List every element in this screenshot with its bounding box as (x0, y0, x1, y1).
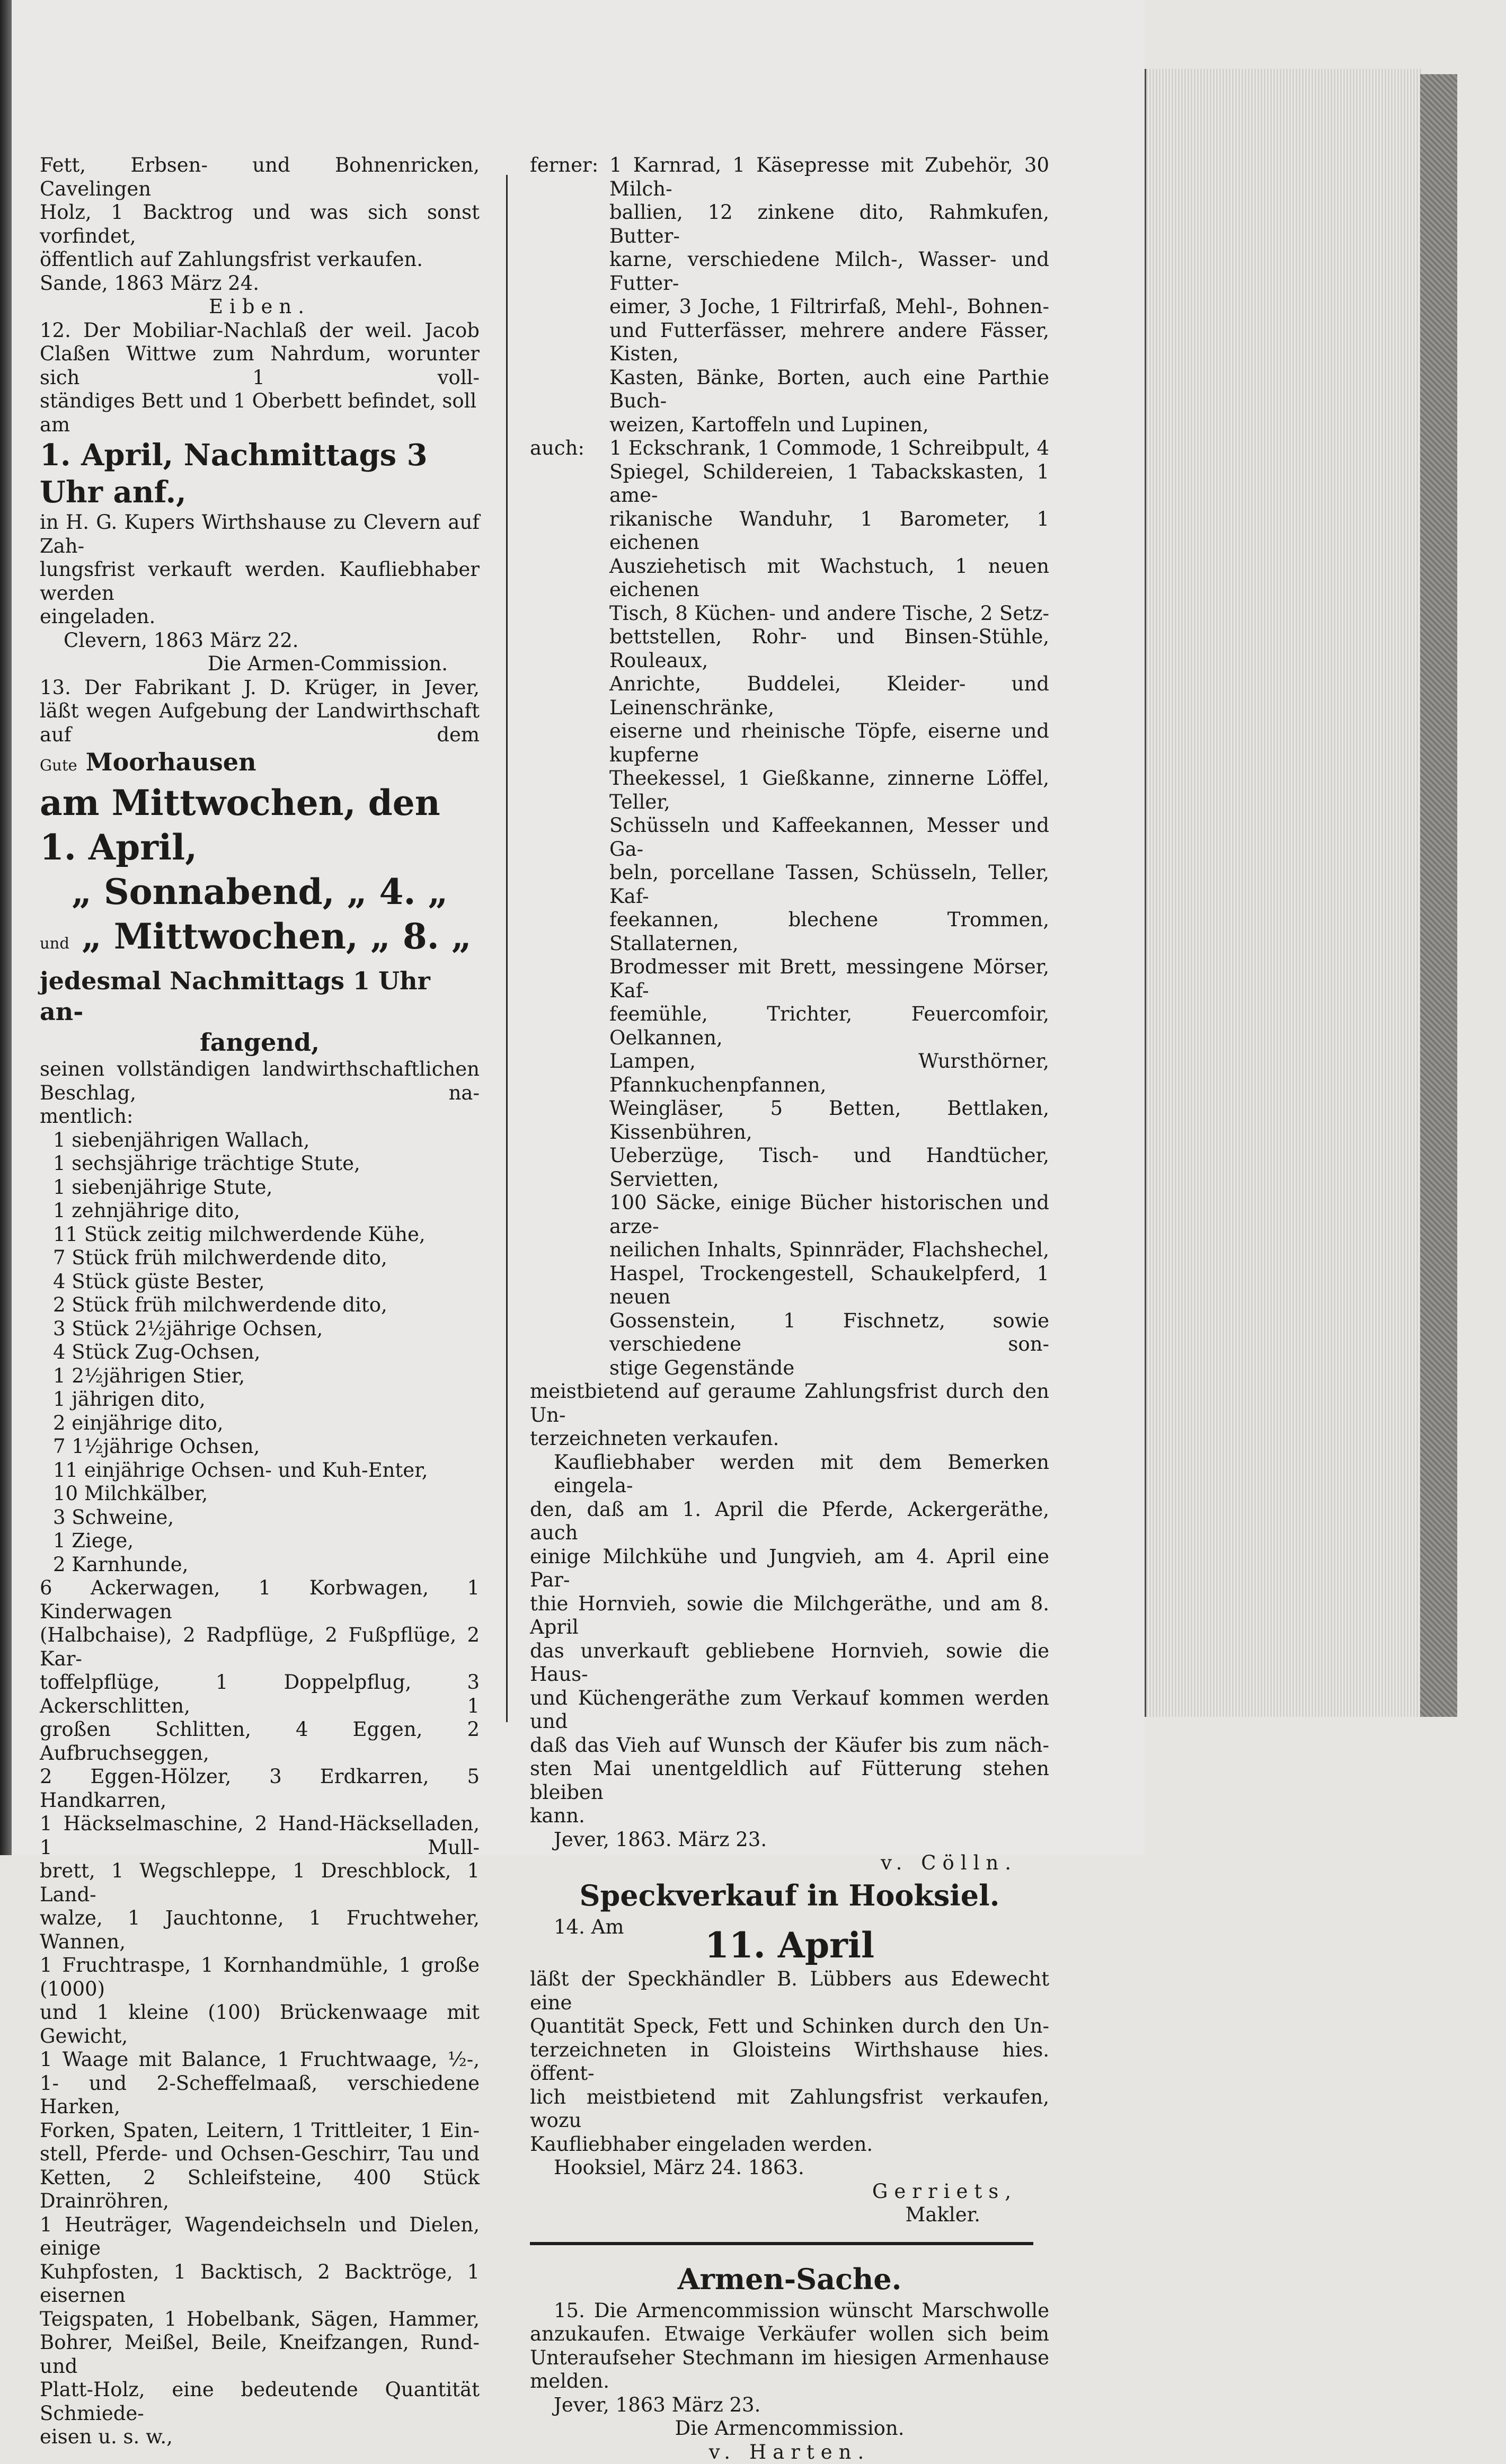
text-line: eisen u. s. w., (40, 2425, 480, 2449)
armen-sache-heading: Armen-Sache. (530, 2259, 1049, 2299)
sande-date: Sande, 1863 März 24. (40, 272, 480, 296)
text-line: 1 Karnrad, 1 Käsepresse mit Zubehör, 30 Milch- (609, 154, 1049, 201)
sale-date-3: „ Mittwochen, „ 8. „ (82, 916, 472, 957)
text-line: 1 Waage mit Balance, 1 Fruchtwaage, ½-, (40, 2048, 480, 2072)
list-item: 1 Ziege, (53, 1529, 480, 1553)
text-line: terzeichneten in Gloisteins Wirthshause hies. öffent- (530, 2038, 1049, 2086)
text-line: 100 Säcke, einige Bücher historischen und arze- (609, 1191, 1049, 1238)
text-line: (Halbchaise), 2 Radpflüge, 2 Fußpflüge, 2 Kar- (40, 1624, 480, 1671)
ferner-block (530, 154, 1049, 437)
livestock-list (40, 1129, 480, 1577)
text-line: karne, verschiedene Milch-, Wasser- und Futter- (609, 248, 1049, 295)
kaufliebhaber-block (530, 1451, 1049, 1828)
makler-label: Makler. (530, 2203, 1049, 2227)
gute-prefix: Gute (40, 756, 77, 774)
notice-12-heading: 1. April, Nachmittags 3 Uhr anf., (40, 437, 480, 511)
list-item: 11 Stück zeitig milchwerdende Kühe, (53, 1223, 480, 1247)
text-line: 6 Ackerwagen, 1 Korbwagen, 1 Kinderwagen (40, 1576, 480, 1624)
column-divider (506, 175, 508, 1722)
meistbietend-block (530, 1380, 1049, 1451)
text-line: weizen, Kartoffeln und Lupinen, (609, 413, 1049, 437)
text-line: den, daß am 1. April die Pferde, Ackergeräthe, auch (530, 1498, 1049, 1545)
text-line: eiserne und rheinische Töpfe, eiserne und kupferne (609, 720, 1049, 767)
jever-date-2: Jever, 1863 März 23. (530, 2394, 1049, 2417)
text-line: Teigspaten, 1 Hobelbank, Sägen, Hammer, (40, 2308, 480, 2332)
eiben-signature: Eiben. (40, 295, 480, 319)
sale-date-line-1: am Mittwochen, den 1. April, (40, 781, 480, 870)
text-line: 1- und 2-Scheffelmaaß, verschiedene Harken, (40, 2072, 480, 2119)
list-item: 7 Stück früh milchwerdende dito, (53, 1246, 480, 1270)
text-line: beln, porcellane Tassen, Schüsseln, Teller, Kaf- (609, 861, 1049, 908)
text-line: Tisch, 8 Küchen- und andere Tische, 2 Setz- (609, 602, 1049, 626)
notice-14-date: 11. April (530, 1923, 1049, 1967)
text-line: melden. (530, 2370, 1049, 2394)
ferner-body (609, 154, 1049, 437)
text-line: Ueberzüge, Tisch- und Handtücher, Servietten, (609, 1144, 1049, 1191)
gute-line (40, 747, 480, 781)
list-item: 1 sechsjährige trächtige Stute, (53, 1152, 480, 1176)
jever-date-1: Jever, 1863. März 23. (530, 1828, 1049, 1852)
harten-signature: v. Harten. (530, 2441, 1049, 2464)
text-line: rikanische Wanduhr, 1 Barometer, 1 eichenen (609, 508, 1049, 555)
left-column (40, 154, 480, 2449)
text-line: meistbietend auf geraume Zahlungsfrist durch den Un- (530, 1380, 1049, 1427)
text-line: walze, 1 Jauchtonne, 1 Fruchtweher, Wannen, (40, 1907, 480, 1954)
text-line: Unteraufseher Stechmann im hiesigen Armenhause (530, 2346, 1049, 2370)
text-line: lich meistbietend mit Zahlungsfrist verkaufen, wozu (530, 2086, 1049, 2133)
text-line: eimer, 3 Joche, 1 Filtrirfaß, Mehl-, Bohnen- (609, 295, 1049, 319)
list-item: 2 einjährige dito, (53, 1412, 480, 1435)
gute-name: Moorhausen (86, 748, 256, 776)
list-item: 3 Stück 2½jährige Ochsen, (53, 1317, 480, 1341)
list-item: 4 Stück Zug-Ochsen, (53, 1341, 480, 1364)
list-item: 11 einjährige Ochsen- und Kuh-Enter, (53, 1459, 480, 1483)
text-line: großen Schlitten, 4 Eggen, 2 Aufbruchseggen, (40, 1718, 480, 1765)
list-item: 1 siebenjährigen Wallach, (53, 1129, 480, 1153)
text-line: feemühle, Trichter, Feuercomfoir, Oelkannen, (609, 1003, 1049, 1050)
list-item: 1 zehnjährige dito, (53, 1199, 480, 1223)
text-line: 2 Eggen-Hölzer, 3 Erdkarren, 5 Handkarren, (40, 1765, 480, 1812)
und-prefix: und (40, 934, 69, 952)
notice-14-prefix: 14. Am (530, 1916, 1049, 1939)
book-fore-edge (1145, 69, 1422, 1717)
list-item: 4 Stück güste Bester, (53, 1270, 480, 1294)
section-divider (530, 2242, 1033, 2245)
text-line: lungsfrist verkauft werden. Kaufliebhaber werden (40, 558, 480, 605)
intro-block (40, 154, 480, 272)
text-line: Forken, Spaten, Leitern, 1 Trittleiter, 1 Ein- (40, 2119, 480, 2143)
text-line: stige Gegenstände (609, 1357, 1049, 1380)
text-line: eingeladen. (40, 605, 480, 629)
list-item: 1 2½jährigen Stier, (53, 1364, 480, 1388)
text-line: Anrichte, Buddelei, Kleider- und Leinenschränke, (609, 672, 1049, 720)
text-line: öffentlich auf Zahlungsfrist verkaufen. (40, 248, 480, 272)
text-line: 12. Der Mobiliar-Nachlaß der weil. Jacob (40, 319, 480, 343)
list-item: 1 jährigen dito, (53, 1388, 480, 1412)
sale-date-line-3 (40, 914, 480, 965)
book-gutter (0, 0, 12, 1855)
text-line: und 1 kleine (100) Brückenwaage mit Gewicht, (40, 2001, 480, 2048)
clevern-date: Clevern, 1863 März 22. (40, 629, 480, 653)
text-line: Kasten, Bänke, Borten, auch eine Parthie Buch- (609, 366, 1049, 413)
text-line: daß das Vieh auf Wunsch der Käufer bis zum näch- (530, 1734, 1049, 1758)
coelln-signature: v. Cölln. (530, 1851, 1049, 1875)
notice-14 (530, 1916, 1049, 2227)
text-line: Platt-Holz, eine bedeutende Quantität Schmiede- (40, 2378, 480, 2425)
text-line: brett, 1 Wegschleppe, 1 Dreschblock, 1 Land- (40, 1859, 480, 1907)
gerriets-signature: Gerriets, (530, 2180, 1049, 2204)
text-line: Brodmesser mit Brett, messingene Mörser, Kaf- (609, 955, 1049, 1003)
armencommission-signature: Die Armencommission. (530, 2417, 1049, 2441)
text-line: Weingläser, 5 Betten, Bettlaken, Kissenbühren, (609, 1097, 1049, 1144)
hooksiel-date: Hooksiel, März 24. 1863. (530, 2156, 1049, 2180)
text-line: Kaufliebhaber eingeladen werden. (530, 2133, 1049, 2157)
notice-15 (530, 2299, 1049, 2464)
text-line: Bohrer, Meißel, Beile, Kneifzangen, Rund- und (40, 2331, 480, 2378)
text-line: Schüsseln und Kaffeekannen, Messer und Ga- (609, 814, 1049, 861)
text-line: Theekessel, 1 Gießkanne, zinnerne Löffel, Teller, (609, 767, 1049, 814)
text-line: das unverkauft gebliebene Hornvieh, sowie die Haus- (530, 1639, 1049, 1687)
text-line: 1 Häckselmaschine, 2 Hand-Häckselladen, 1 Mull- (40, 1812, 480, 1859)
text-line: mentlich: (40, 1105, 480, 1129)
equipment-block (40, 1576, 480, 2449)
auch-block (530, 437, 1049, 1380)
ferner-label: ferner: (530, 154, 609, 437)
text-line: toffelpflüge, 1 Doppelpflug, 3 Ackerschlitten, 1 (40, 1671, 480, 1718)
text-line: 13. Der Fabrikant J. D. Krüger, in Jever, (40, 676, 480, 700)
list-item: 10 Milchkälber, (53, 1482, 480, 1506)
text-line: Haspel, Trockengestell, Schaukelpferd, 1 neuen (609, 1262, 1049, 1309)
text-line: Ketten, 2 Schleifsteine, 400 Stück Drainröhren, (40, 2166, 480, 2213)
text-line: 1 Fruchtraspe, 1 Kornhandmühle, 1 große (1000) (40, 1954, 480, 2001)
text-line: feekannen, blechene Trommen, Stallaternen, (609, 908, 1049, 955)
auch-label: auch: (530, 437, 609, 1380)
notice-12 (40, 319, 480, 676)
text-line: läßt wegen Aufgebung der Landwirthschaft auf dem (40, 699, 480, 747)
text-line: Kaufliebhaber werden mit dem Bemerken eingela- (530, 1451, 1049, 1498)
jedesmal-line-2: fangend, (40, 1027, 480, 1058)
text-line: Claßen Wittwe zum Nahrdum, worunter sich 1 voll- (40, 342, 480, 389)
sale-date-line-2: „ Sonnabend, „ 4. „ (40, 870, 480, 914)
text-line: anzukaufen. Etwaige Verkäufer wollen sich beim (530, 2323, 1049, 2346)
text-line: und Küchengeräthe zum Verkauf kommen werden und (530, 1687, 1049, 1734)
list-item: 2 Karnhunde, (53, 1553, 480, 1577)
text-line: kann. (530, 1804, 1049, 1828)
text-line: Spiegel, Schildereien, 1 Tabackskasten, 1 ame- (609, 460, 1049, 508)
list-item: 1 siebenjährige Stute, (53, 1176, 480, 1200)
text-line: terzeichneten verkaufen. (530, 1427, 1049, 1451)
auch-body (609, 437, 1049, 1380)
text-line: Holz, 1 Backtrog und was sich sonst vorfindet, (40, 201, 480, 248)
text-line: 1 Heuträger, Wagendeichseln und Dielen, einige (40, 2213, 480, 2261)
text-line: Gossenstein, 1 Fischnetz, sowie verschiedene son- (609, 1309, 1049, 1357)
notice-13 (40, 676, 480, 2449)
text-line: einige Milchkühe und Jungvieh, am 4. April eine Par- (530, 1545, 1049, 1592)
text-line: thie Hornvieh, sowie die Milchgeräthe, und am 8. April (530, 1592, 1049, 1639)
text-line: in H. G. Kupers Wirthshause zu Clevern auf Zah- (40, 511, 480, 558)
text-line: sten Mai unentgeldlich auf Fütterung stehen bleiben (530, 1757, 1049, 1804)
text-line: neilichen Inhalts, Spinnräder, Flachshechel, (609, 1238, 1049, 1262)
text-line: Fett, Erbsen- und Bohnenricken, Cavelingen (40, 154, 480, 201)
text-line: ballien, 12 zinkene dito, Rahmkufen, Butter- (609, 201, 1049, 248)
list-item: 2 Stück früh milchwerdende dito, (53, 1293, 480, 1317)
book-cover-board (1420, 74, 1457, 1717)
text-line: Ausziehetisch mit Wachstuch, 1 neuen eichenen (609, 555, 1049, 602)
text-line: 15. Die Armencommission wünscht Marschwolle (530, 2299, 1049, 2323)
text-line: seinen vollständigen landwirthschaftlichen Beschlag, na- (40, 1058, 480, 1105)
text-line: und Futterfässer, mehrere andere Fässer, Kisten, (609, 319, 1049, 366)
text-line: Quantität Speck, Fett und Schinken durch den Un- (530, 2015, 1049, 2038)
armen-commission-signature: Die Armen-Commission. (40, 652, 480, 676)
text-line: 1 Eckschrank, 1 Commode, 1 Schreibpult, 4 (609, 437, 1049, 460)
text-line: Kuhpfosten, 1 Backtisch, 2 Backtröge, 1 eisernen (40, 2261, 480, 2308)
list-item: 3 Schweine, (53, 1506, 480, 1530)
text-line: bettstellen, Rohr- und Binsen-Stühle, Rouleaux, (609, 625, 1049, 672)
jedesmal-line-1: jedesmal Nachmittags 1 Uhr an- (40, 965, 480, 1027)
speckverkauf-heading: Speckverkauf in Hooksiel. (530, 1875, 1049, 1916)
right-column (530, 154, 1049, 2464)
text-line: läßt der Speckhändler B. Lübbers aus Edewecht eine (530, 1967, 1049, 2015)
list-item: 7 1½jährige Ochsen, (53, 1435, 480, 1459)
text-line: ständiges Bett und 1 Oberbett befindet, soll am (40, 389, 480, 437)
text-line: stell, Pferde- und Ochsen-Geschirr, Tau und (40, 2142, 480, 2166)
text-line: Lampen, Wursthörner, Pfannkuchenpfannen, (609, 1050, 1049, 1097)
